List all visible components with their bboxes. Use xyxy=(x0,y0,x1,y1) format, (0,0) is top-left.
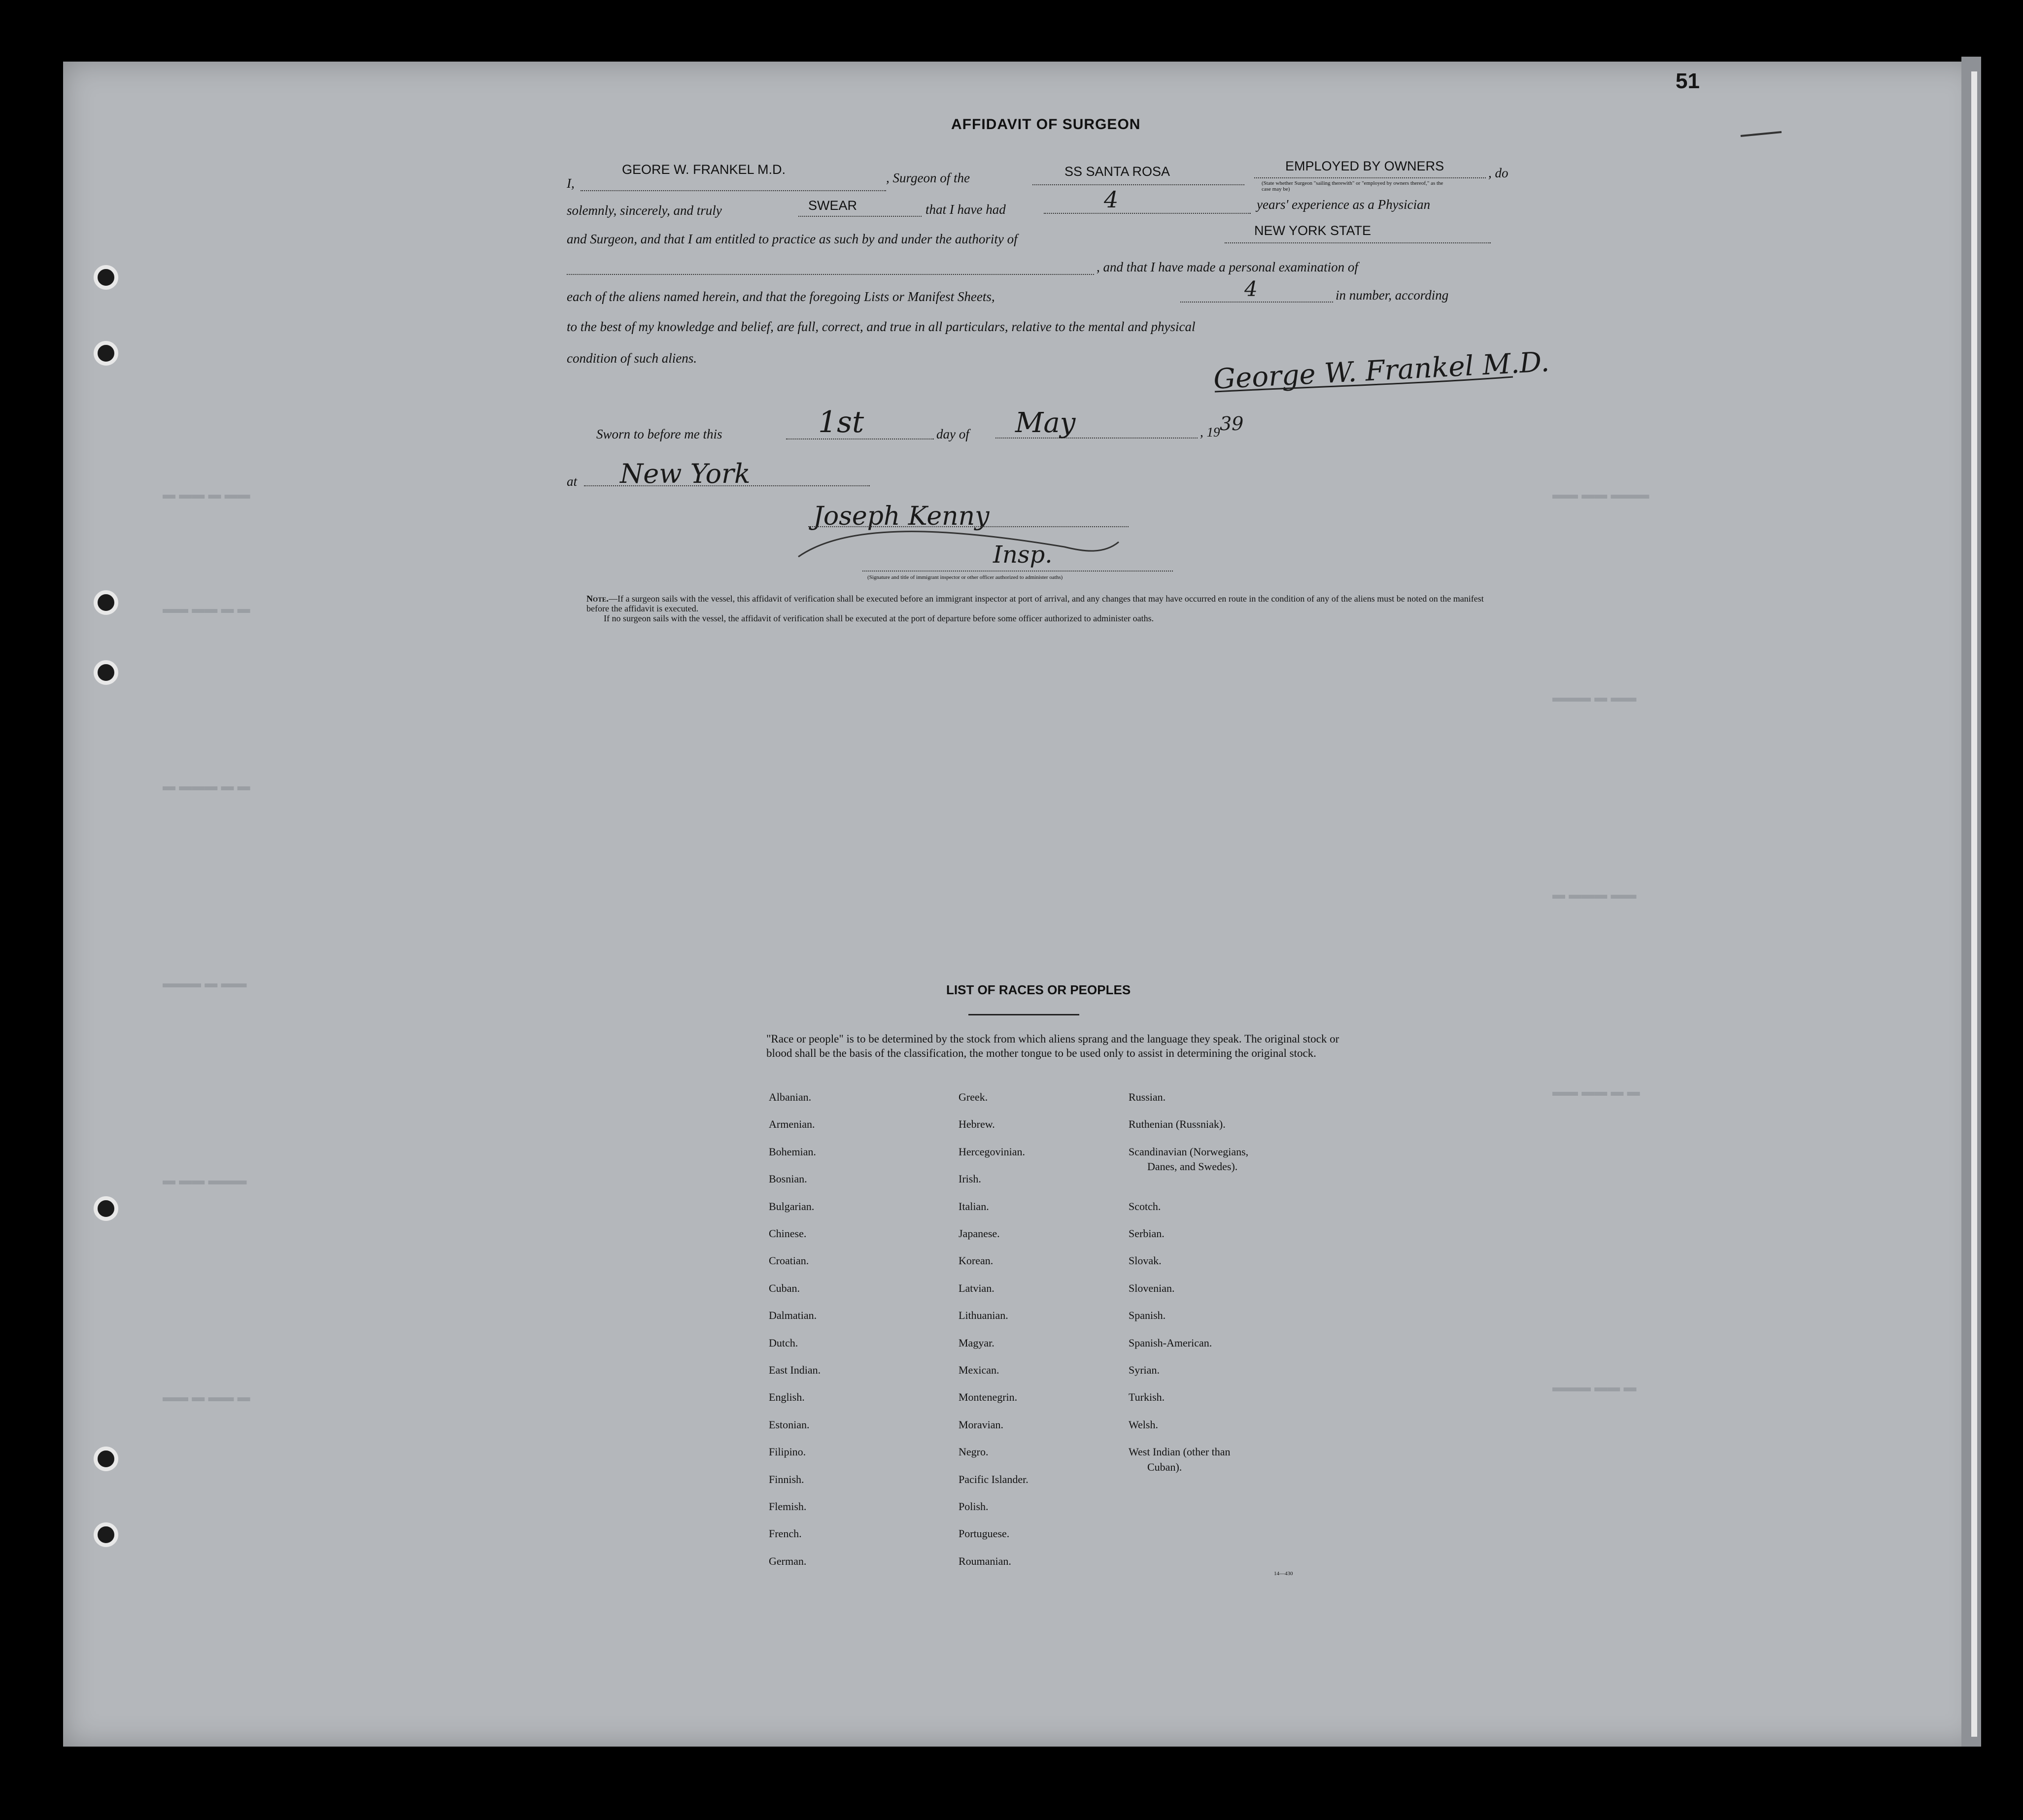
race-entry: Portuguese. xyxy=(959,1527,1010,1540)
race-entry: Irish. xyxy=(959,1173,981,1185)
years-experience: 4 xyxy=(1104,186,1119,213)
fill-line xyxy=(1044,213,1251,214)
affidavit-text: to the best of my knowledge and belief, are full, correct, and true in all particulars, relative to the mental and physical xyxy=(567,319,1196,334)
affidavit-text: each of the aliens named herein, and that the foregoing Lists or Manifest Sheets, xyxy=(567,289,995,304)
binder-hole xyxy=(94,660,118,685)
race-entry: Scotch. xyxy=(1129,1200,1161,1213)
binder-hole xyxy=(94,590,118,615)
sworn-place: New York xyxy=(620,458,751,489)
races-title-rule xyxy=(968,1014,1079,1015)
race-entry: Lithuanian. xyxy=(959,1309,1008,1322)
manifest-sheet-count: 4 xyxy=(1244,277,1258,301)
race-entry: Roumanian. xyxy=(959,1554,1011,1567)
binder-hole xyxy=(94,1196,118,1221)
race-entry: Spanish. xyxy=(1129,1309,1166,1322)
affidavit-text: and Surgeon, and that I am entitled to practice as such by and under the authority of xyxy=(567,232,1018,246)
race-entry: Albanian. xyxy=(769,1091,812,1103)
race-entry: Russian. xyxy=(1129,1091,1166,1103)
binder-hole xyxy=(94,341,118,366)
fill-line xyxy=(1254,177,1486,178)
race-entry: Ruthenian (Russniak). xyxy=(1129,1118,1226,1131)
signature-flourish xyxy=(1212,367,1518,402)
licensing-authority: NEW YORK STATE xyxy=(1254,223,1372,238)
binder-hole xyxy=(94,265,118,290)
race-entry: Moravian. xyxy=(959,1418,1004,1431)
officer-title: Insp. xyxy=(993,541,1053,569)
race-entry: Latvian. xyxy=(959,1281,994,1294)
fill-line xyxy=(567,274,1094,275)
note-text: —If a surgeon sails with the vessel, this affidavit of verification shall be executed before an immigrant inspector at port of arrival, and any changes that may have occurred en route in the condition of any of the aliens must be noted on the manifest before the affidavit is executed. xyxy=(586,594,1484,613)
race-entry: Dalmatian. xyxy=(769,1309,817,1322)
races-title: LIST OF RACES OR PEOPLES xyxy=(946,982,1131,997)
race-entry: Cuban). xyxy=(1147,1460,1182,1473)
affidavit-text: at xyxy=(567,474,578,489)
affidavit-text: , Surgeon of the xyxy=(886,170,970,185)
officer-caption: (Signature and title of immigrant inspector or other officer authorized to administer oaths) xyxy=(867,574,1063,580)
affidavit-text: that I have had xyxy=(926,202,1006,217)
binder-hole xyxy=(94,1522,118,1547)
race-entry: Armenian. xyxy=(769,1118,815,1131)
race-entry: West Indian (other than xyxy=(1129,1446,1231,1458)
fill-line xyxy=(1225,242,1491,243)
sheet-number: 51 xyxy=(1676,69,1700,93)
fill-line xyxy=(798,216,922,217)
race-entry: French. xyxy=(769,1527,802,1540)
note-label: Note. xyxy=(586,594,609,604)
race-entry: Slovenian. xyxy=(1129,1281,1175,1294)
race-entry: Korean. xyxy=(959,1254,994,1267)
affidavit-text: Sworn to before me this xyxy=(596,427,722,441)
race-entry: Dutch. xyxy=(769,1336,798,1349)
vessel-name: SS SANTA ROSA xyxy=(1064,164,1170,179)
race-entry: Polish. xyxy=(959,1500,989,1513)
race-entry: Finnish. xyxy=(769,1473,804,1485)
race-entry: Chinese. xyxy=(769,1227,807,1240)
race-entry: Croatian. xyxy=(769,1254,809,1267)
manifest-page xyxy=(63,62,1980,1747)
race-entry: Danes, and Swedes). xyxy=(1147,1160,1238,1173)
race-entry: Japanese. xyxy=(959,1227,1000,1240)
binder-hole xyxy=(94,1447,118,1471)
race-entry: Filipino. xyxy=(769,1446,806,1458)
race-entry: Montenegrin. xyxy=(959,1391,1018,1404)
race-entry: Hebrew. xyxy=(959,1118,995,1131)
race-entry: Serbian. xyxy=(1129,1227,1165,1240)
race-entry: Bosnian. xyxy=(769,1173,807,1185)
fill-line xyxy=(581,190,886,191)
sworn-day: 1st xyxy=(818,405,864,439)
page-edge-highlight xyxy=(1971,71,1977,1737)
race-entry: Bohemian. xyxy=(769,1145,816,1158)
race-entry: Magyar. xyxy=(959,1336,994,1349)
race-entry: Cuban. xyxy=(769,1281,800,1294)
race-entry: Slovak. xyxy=(1129,1254,1162,1267)
race-entry: Spanish-American. xyxy=(1129,1336,1212,1349)
affidavit-text: in number, according xyxy=(1336,288,1449,303)
race-entry: Flemish. xyxy=(769,1500,807,1513)
race-entry: Italian. xyxy=(959,1200,989,1213)
race-entry: Bulgarian. xyxy=(769,1200,815,1213)
employment-note: (State whether Surgeon "sailing therewith" or "employed by owners thereof," as the case may be) xyxy=(1262,180,1443,192)
race-entry: English. xyxy=(769,1391,805,1404)
affidavit-note xyxy=(586,594,1498,623)
race-entry: Welsh. xyxy=(1129,1418,1158,1431)
surgeon-name: GEORE W. FRANKEL M.D. xyxy=(622,162,786,177)
race-entry: Pacific Islander. xyxy=(959,1473,1029,1485)
affidavit-text: , and that I have made a personal examination of xyxy=(1097,260,1358,274)
fill-line xyxy=(862,571,1173,572)
note-text-2: If no surgeon sails with the vessel, the affidavit of verification shall be executed at the port of departure before some officer authorized to administer oaths. xyxy=(604,613,1154,623)
affidavit-text: condition of such aliens. xyxy=(567,351,697,366)
affidavit-text: day of xyxy=(936,427,969,441)
affidavit-text: solemnly, sincerely, and truly xyxy=(567,203,722,218)
employment-status: EMPLOYED BY OWNERS xyxy=(1285,159,1444,173)
race-entry: Greek. xyxy=(959,1091,988,1103)
race-entry: Scandinavian (Norwegians, xyxy=(1129,1145,1249,1158)
race-entry: Turkish. xyxy=(1129,1391,1165,1404)
race-entry: Estonian. xyxy=(769,1418,810,1431)
affidavit-title: AFFIDAVIT OF SURGEON xyxy=(951,116,1141,133)
sworn-month: May xyxy=(1015,407,1076,439)
affidavit-text: years' experience as a Physician xyxy=(1257,197,1431,212)
fill-line xyxy=(1032,184,1244,185)
affidavit-text: I, xyxy=(567,176,575,191)
sworn-year: 39 xyxy=(1220,413,1244,435)
signature-flourish xyxy=(789,512,1124,572)
race-entry: Mexican. xyxy=(959,1364,999,1376)
race-entry: East Indian. xyxy=(769,1364,821,1376)
officer-signature: Joseph Kenny xyxy=(813,502,990,531)
race-entry: Syrian. xyxy=(1129,1364,1160,1376)
fill-line xyxy=(1180,302,1333,303)
oath-type: SWEAR xyxy=(808,198,857,213)
races-intro: "Race or people" is to be determined by the stock from which aliens sprang and the language they speak. The original stock or blood shall be the basis of the classification, the mother tongue to be used only to assist in determining the original stock. xyxy=(766,1033,1339,1059)
race-entry: German. xyxy=(769,1554,807,1567)
surgeon-signature: George W. Frankel M.D. xyxy=(1212,346,1550,396)
pencil-mark xyxy=(1740,129,1784,139)
race-entry: Hercegovinian. xyxy=(959,1145,1025,1158)
affidavit-text: , 19 xyxy=(1200,425,1220,439)
race-entry: Negro. xyxy=(959,1446,989,1458)
form-number: 14—430 xyxy=(1274,1571,1293,1577)
affidavit-text: , do xyxy=(1488,166,1509,180)
